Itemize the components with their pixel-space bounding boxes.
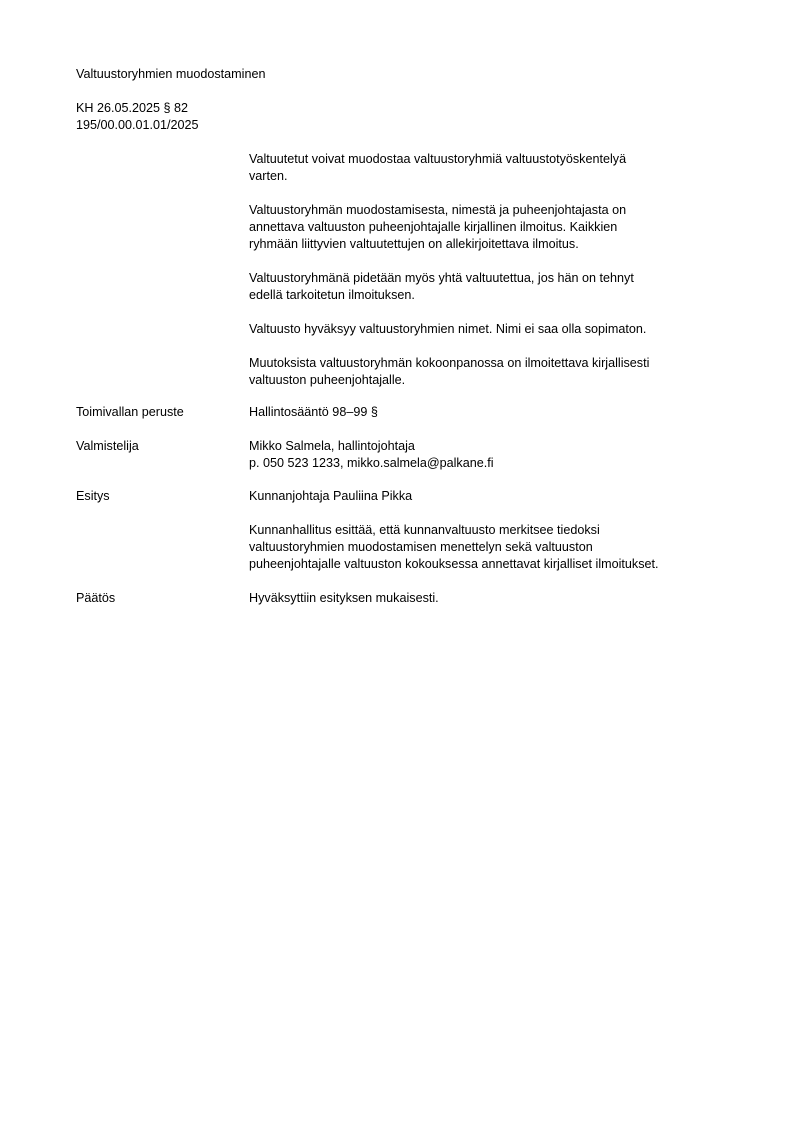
- section-value: [249, 438, 749, 472]
- section-value: Hallintosääntö 98–99 §: [249, 405, 378, 419]
- text-line: valtuuston puheenjohtajalle.: [249, 373, 406, 387]
- intro-paragraph: [249, 321, 739, 338]
- text-line: ryhmään liittyvien valtuutettujen on allekirjoitettava ilmoitus.: [249, 237, 579, 251]
- text-line: Valtuutetut voivat muodostaa valtuustoryhmiä valtuustotyöskentelyä: [249, 152, 627, 166]
- section-value: Hyväksyttiin esityksen mukaisesti.: [249, 591, 439, 605]
- intro-paragraph: [249, 270, 739, 304]
- document-title: Valtuustoryhmien muodostaminen: [76, 67, 266, 81]
- text-line: valtuustoryhmien muodostamisen menettelyn sekä valtuuston: [249, 540, 593, 554]
- document-meta: [76, 100, 199, 134]
- section-label: Esitys: [76, 489, 110, 503]
- text-line: Valtuustoryhmänä pidetään myös yhtä valtuutettua, jos hän on tehnyt: [249, 271, 634, 285]
- presenter: [249, 488, 749, 505]
- intro-paragraph: [249, 355, 739, 389]
- intro-text: [249, 151, 739, 389]
- text-line: varten.: [249, 169, 288, 183]
- preparer-name: Mikko Salmela, hallintojohtaja: [249, 439, 415, 453]
- record-id: 195/00.00.01.01/2025: [76, 118, 199, 132]
- intro-paragraph: [249, 151, 739, 185]
- text-line: puheenjohtajalle valtuuston kokouksessa annettavat kirjalliset ilmoitukset.: [249, 557, 659, 571]
- proposal: [249, 522, 749, 573]
- section-label: Päätös: [76, 591, 116, 605]
- meeting-reference: KH 26.05.2025 § 82: [76, 101, 189, 115]
- text-line: Muutoksista valtuustoryhmän kokoonpanossa on ilmoitettava kirjallisesti: [249, 356, 650, 370]
- intro-paragraph: [249, 202, 739, 253]
- section-label: Toimivallan peruste: [76, 405, 184, 419]
- text-line: Kunnanhallitus esittää, että kunnanvaltuusto merkitsee tiedoksi: [249, 523, 600, 537]
- text-line: annettava valtuuston puheenjohtajalle kirjallinen ilmoitus. Kaikkien: [249, 220, 618, 234]
- text-line: Valtuustoryhmän muodostamisesta, nimestä ja puheenjohtajasta on: [249, 203, 627, 217]
- preparer-contact: p. 050 523 1233, mikko.salmela@palkane.fi: [249, 456, 494, 470]
- text-line: Kunnanjohtaja Pauliina Pikka: [249, 489, 413, 503]
- text-line: edellä tarkoitetun ilmoituksen.: [249, 288, 415, 302]
- text-line: Valtuusto hyväksyy valtuustoryhmien nimet. Nimi ei saa olla sopimaton.: [249, 322, 647, 336]
- section-value: [249, 488, 749, 573]
- section-label: Valmistelija: [76, 439, 139, 453]
